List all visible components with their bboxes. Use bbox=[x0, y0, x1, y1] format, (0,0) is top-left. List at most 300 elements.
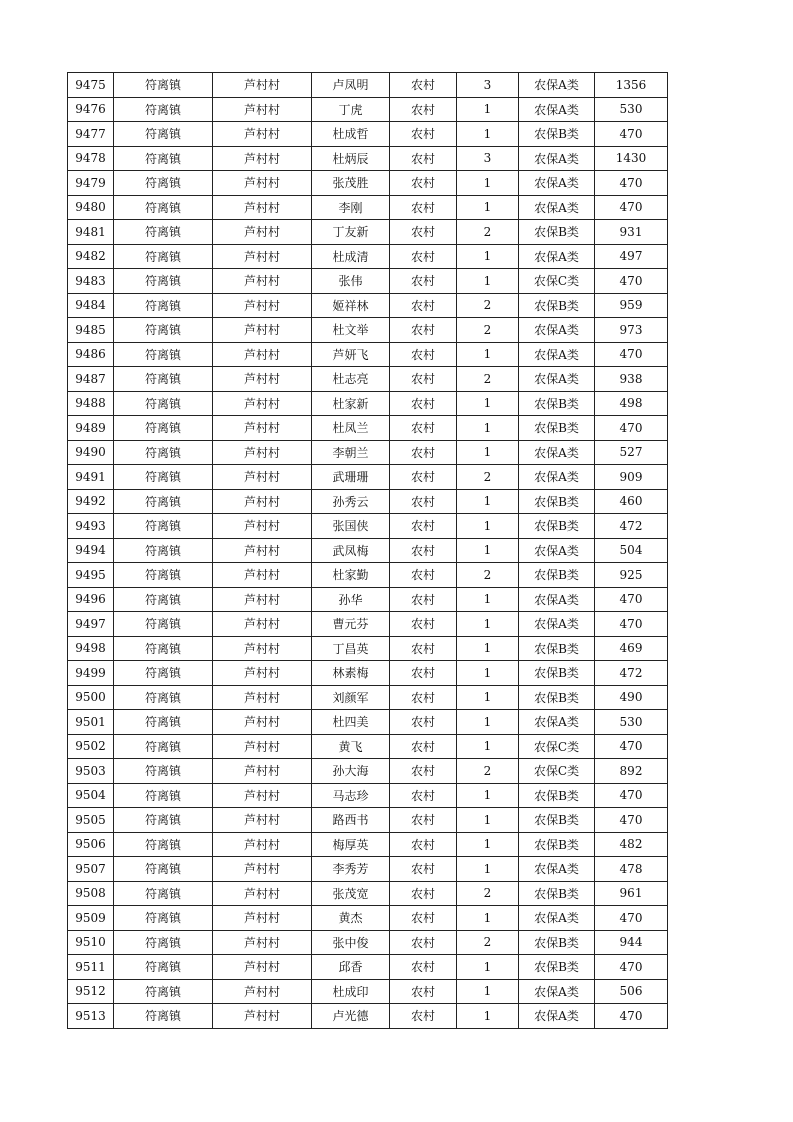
town-cell: 符离镇 bbox=[114, 440, 213, 465]
name-cell: 杜家新 bbox=[312, 391, 390, 416]
table-row bbox=[68, 832, 668, 857]
household-type-cell: 农村 bbox=[390, 342, 457, 367]
household-type-cell: 农村 bbox=[390, 636, 457, 661]
name-cell: 张茂胜 bbox=[312, 171, 390, 196]
person-count-cell: 2 bbox=[457, 318, 519, 343]
household-type-cell: 农村 bbox=[390, 612, 457, 637]
insurance-category-cell: 农保B类 bbox=[519, 122, 595, 147]
household-type-cell: 农村 bbox=[390, 783, 457, 808]
amount-cell: 959 bbox=[595, 293, 668, 318]
name-cell: 林素梅 bbox=[312, 661, 390, 686]
amount-cell: 973 bbox=[595, 318, 668, 343]
table-row bbox=[68, 906, 668, 931]
town-cell: 符离镇 bbox=[114, 73, 213, 98]
name-cell: 张国侠 bbox=[312, 514, 390, 539]
household-type-cell: 农村 bbox=[390, 269, 457, 294]
household-type-cell: 农村 bbox=[390, 563, 457, 588]
table-row bbox=[68, 930, 668, 955]
row-number: 9499 bbox=[68, 661, 114, 686]
household-type-cell: 农村 bbox=[390, 293, 457, 318]
table-row bbox=[68, 269, 668, 294]
town-cell: 符离镇 bbox=[114, 538, 213, 563]
person-count-cell: 1 bbox=[457, 685, 519, 710]
name-cell: 杜志亮 bbox=[312, 367, 390, 392]
name-cell: 杜炳辰 bbox=[312, 146, 390, 171]
household-type-cell: 农村 bbox=[390, 244, 457, 269]
person-count-cell: 2 bbox=[457, 465, 519, 490]
town-cell: 符离镇 bbox=[114, 146, 213, 171]
town-cell: 符离镇 bbox=[114, 979, 213, 1004]
household-type-cell: 农村 bbox=[390, 587, 457, 612]
person-count-cell: 1 bbox=[457, 857, 519, 882]
row-number: 9506 bbox=[68, 832, 114, 857]
row-number: 9489 bbox=[68, 416, 114, 441]
household-type-cell: 农村 bbox=[390, 538, 457, 563]
row-number: 9483 bbox=[68, 269, 114, 294]
town-cell: 符离镇 bbox=[114, 783, 213, 808]
village-cell: 芦村村 bbox=[213, 979, 312, 1004]
village-cell: 芦村村 bbox=[213, 367, 312, 392]
amount-cell: 470 bbox=[595, 783, 668, 808]
village-cell: 芦村村 bbox=[213, 465, 312, 490]
row-number: 9480 bbox=[68, 195, 114, 220]
village-cell: 芦村村 bbox=[213, 244, 312, 269]
person-count-cell: 1 bbox=[457, 955, 519, 980]
town-cell: 符离镇 bbox=[114, 710, 213, 735]
amount-cell: 909 bbox=[595, 465, 668, 490]
insurance-category-cell: 农保B类 bbox=[519, 391, 595, 416]
name-cell: 马志珍 bbox=[312, 783, 390, 808]
household-type-cell: 农村 bbox=[390, 171, 457, 196]
household-type-cell: 农村 bbox=[390, 416, 457, 441]
amount-cell: 470 bbox=[595, 734, 668, 759]
amount-cell: 1430 bbox=[595, 146, 668, 171]
person-count-cell: 1 bbox=[457, 97, 519, 122]
household-type-cell: 农村 bbox=[390, 1004, 457, 1029]
household-type-cell: 农村 bbox=[390, 955, 457, 980]
amount-cell: 925 bbox=[595, 563, 668, 588]
row-number: 9508 bbox=[68, 881, 114, 906]
amount-cell: 470 bbox=[595, 955, 668, 980]
person-count-cell: 1 bbox=[457, 195, 519, 220]
household-type-cell: 农村 bbox=[390, 440, 457, 465]
name-cell: 路西书 bbox=[312, 808, 390, 833]
insurance-category-cell: 农保A类 bbox=[519, 612, 595, 637]
village-cell: 芦村村 bbox=[213, 293, 312, 318]
person-count-cell: 1 bbox=[457, 244, 519, 269]
table-row bbox=[68, 367, 668, 392]
data-table bbox=[67, 72, 668, 1029]
name-cell: 丁昌英 bbox=[312, 636, 390, 661]
person-count-cell: 1 bbox=[457, 783, 519, 808]
amount-cell: 938 bbox=[595, 367, 668, 392]
table-body bbox=[68, 73, 668, 1029]
village-cell: 芦村村 bbox=[213, 563, 312, 588]
household-type-cell: 农村 bbox=[390, 220, 457, 245]
insurance-category-cell: 农保C类 bbox=[519, 269, 595, 294]
household-type-cell: 农村 bbox=[390, 122, 457, 147]
row-number: 9505 bbox=[68, 808, 114, 833]
name-cell: 李秀芳 bbox=[312, 857, 390, 882]
town-cell: 符离镇 bbox=[114, 391, 213, 416]
name-cell: 张中俊 bbox=[312, 930, 390, 955]
person-count-cell: 2 bbox=[457, 293, 519, 318]
row-number: 9504 bbox=[68, 783, 114, 808]
table-row bbox=[68, 979, 668, 1004]
village-cell: 芦村村 bbox=[213, 416, 312, 441]
name-cell: 张伟 bbox=[312, 269, 390, 294]
amount-cell: 497 bbox=[595, 244, 668, 269]
table-row bbox=[68, 563, 668, 588]
person-count-cell: 2 bbox=[457, 881, 519, 906]
insurance-category-cell: 农保B类 bbox=[519, 808, 595, 833]
village-cell: 芦村村 bbox=[213, 1004, 312, 1029]
person-count-cell: 1 bbox=[457, 906, 519, 931]
row-number: 9496 bbox=[68, 587, 114, 612]
table-row bbox=[68, 759, 668, 784]
town-cell: 符离镇 bbox=[114, 563, 213, 588]
household-type-cell: 农村 bbox=[390, 857, 457, 882]
village-cell: 芦村村 bbox=[213, 440, 312, 465]
name-cell: 黄飞 bbox=[312, 734, 390, 759]
row-number: 9492 bbox=[68, 489, 114, 514]
name-cell: 杜文举 bbox=[312, 318, 390, 343]
row-number: 9477 bbox=[68, 122, 114, 147]
insurance-category-cell: 农保B类 bbox=[519, 416, 595, 441]
village-cell: 芦村村 bbox=[213, 881, 312, 906]
insurance-category-cell: 农保A类 bbox=[519, 538, 595, 563]
name-cell: 邱香 bbox=[312, 955, 390, 980]
amount-cell: 944 bbox=[595, 930, 668, 955]
household-type-cell: 农村 bbox=[390, 318, 457, 343]
village-cell: 芦村村 bbox=[213, 195, 312, 220]
village-cell: 芦村村 bbox=[213, 220, 312, 245]
name-cell: 黄杰 bbox=[312, 906, 390, 931]
town-cell: 符离镇 bbox=[114, 857, 213, 882]
row-number: 9495 bbox=[68, 563, 114, 588]
amount-cell: 530 bbox=[595, 710, 668, 735]
household-type-cell: 农村 bbox=[390, 979, 457, 1004]
village-cell: 芦村村 bbox=[213, 636, 312, 661]
household-type-cell: 农村 bbox=[390, 391, 457, 416]
town-cell: 符离镇 bbox=[114, 195, 213, 220]
row-number: 9485 bbox=[68, 318, 114, 343]
name-cell: 卢凤明 bbox=[312, 73, 390, 98]
person-count-cell: 1 bbox=[457, 171, 519, 196]
town-cell: 符离镇 bbox=[114, 832, 213, 857]
insurance-category-cell: 农保A类 bbox=[519, 587, 595, 612]
insurance-category-cell: 农保B类 bbox=[519, 220, 595, 245]
insurance-category-cell: 农保A类 bbox=[519, 367, 595, 392]
amount-cell: 470 bbox=[595, 195, 668, 220]
row-number: 9497 bbox=[68, 612, 114, 637]
table-row bbox=[68, 220, 668, 245]
town-cell: 符离镇 bbox=[114, 244, 213, 269]
town-cell: 符离镇 bbox=[114, 808, 213, 833]
town-cell: 符离镇 bbox=[114, 514, 213, 539]
person-count-cell: 2 bbox=[457, 367, 519, 392]
person-count-cell: 1 bbox=[457, 342, 519, 367]
name-cell: 芦妍飞 bbox=[312, 342, 390, 367]
table-row bbox=[68, 734, 668, 759]
village-cell: 芦村村 bbox=[213, 73, 312, 98]
town-cell: 符离镇 bbox=[114, 734, 213, 759]
town-cell: 符离镇 bbox=[114, 612, 213, 637]
table-row bbox=[68, 244, 668, 269]
insurance-category-cell: 农保C类 bbox=[519, 759, 595, 784]
town-cell: 符离镇 bbox=[114, 636, 213, 661]
row-number: 9475 bbox=[68, 73, 114, 98]
amount-cell: 470 bbox=[595, 171, 668, 196]
town-cell: 符离镇 bbox=[114, 465, 213, 490]
table-row bbox=[68, 97, 668, 122]
village-cell: 芦村村 bbox=[213, 171, 312, 196]
town-cell: 符离镇 bbox=[114, 661, 213, 686]
insurance-category-cell: 农保A类 bbox=[519, 171, 595, 196]
amount-cell: 504 bbox=[595, 538, 668, 563]
name-cell: 曹元芬 bbox=[312, 612, 390, 637]
person-count-cell: 2 bbox=[457, 220, 519, 245]
person-count-cell: 1 bbox=[457, 710, 519, 735]
insurance-category-cell: 农保A类 bbox=[519, 979, 595, 1004]
insurance-category-cell: 农保B类 bbox=[519, 930, 595, 955]
person-count-cell: 1 bbox=[457, 636, 519, 661]
village-cell: 芦村村 bbox=[213, 514, 312, 539]
amount-cell: 482 bbox=[595, 832, 668, 857]
row-number: 9481 bbox=[68, 220, 114, 245]
amount-cell: 460 bbox=[595, 489, 668, 514]
household-type-cell: 农村 bbox=[390, 808, 457, 833]
person-count-cell: 1 bbox=[457, 391, 519, 416]
household-type-cell: 农村 bbox=[390, 832, 457, 857]
table-row bbox=[68, 587, 668, 612]
village-cell: 芦村村 bbox=[213, 955, 312, 980]
row-number: 9490 bbox=[68, 440, 114, 465]
amount-cell: 892 bbox=[595, 759, 668, 784]
town-cell: 符离镇 bbox=[114, 587, 213, 612]
name-cell: 杜成印 bbox=[312, 979, 390, 1004]
amount-cell: 470 bbox=[595, 1004, 668, 1029]
amount-cell: 472 bbox=[595, 514, 668, 539]
name-cell: 姬祥林 bbox=[312, 293, 390, 318]
row-number: 9488 bbox=[68, 391, 114, 416]
town-cell: 符离镇 bbox=[114, 759, 213, 784]
town-cell: 符离镇 bbox=[114, 685, 213, 710]
name-cell: 杜成哲 bbox=[312, 122, 390, 147]
village-cell: 芦村村 bbox=[213, 759, 312, 784]
table-row bbox=[68, 293, 668, 318]
insurance-category-cell: 农保B类 bbox=[519, 783, 595, 808]
person-count-cell: 1 bbox=[457, 808, 519, 833]
insurance-category-cell: 农保A类 bbox=[519, 318, 595, 343]
row-number: 9482 bbox=[68, 244, 114, 269]
town-cell: 符离镇 bbox=[114, 955, 213, 980]
table-row bbox=[68, 685, 668, 710]
town-cell: 符离镇 bbox=[114, 122, 213, 147]
village-cell: 芦村村 bbox=[213, 587, 312, 612]
village-cell: 芦村村 bbox=[213, 685, 312, 710]
amount-cell: 506 bbox=[595, 979, 668, 1004]
village-cell: 芦村村 bbox=[213, 808, 312, 833]
household-type-cell: 农村 bbox=[390, 710, 457, 735]
insurance-category-cell: 农保B类 bbox=[519, 636, 595, 661]
amount-cell: 478 bbox=[595, 857, 668, 882]
table-row bbox=[68, 538, 668, 563]
row-number: 9491 bbox=[68, 465, 114, 490]
insurance-category-cell: 农保B类 bbox=[519, 832, 595, 857]
name-cell: 杜家勤 bbox=[312, 563, 390, 588]
person-count-cell: 1 bbox=[457, 416, 519, 441]
household-type-cell: 农村 bbox=[390, 685, 457, 710]
table-row bbox=[68, 342, 668, 367]
amount-cell: 530 bbox=[595, 97, 668, 122]
table-row bbox=[68, 391, 668, 416]
name-cell: 丁虎 bbox=[312, 97, 390, 122]
insurance-category-cell: 农保B类 bbox=[519, 685, 595, 710]
town-cell: 符离镇 bbox=[114, 1004, 213, 1029]
town-cell: 符离镇 bbox=[114, 318, 213, 343]
person-count-cell: 2 bbox=[457, 759, 519, 784]
row-number: 9500 bbox=[68, 685, 114, 710]
row-number: 9476 bbox=[68, 97, 114, 122]
row-number: 9512 bbox=[68, 979, 114, 1004]
row-number: 9501 bbox=[68, 710, 114, 735]
row-number: 9507 bbox=[68, 857, 114, 882]
row-number: 9486 bbox=[68, 342, 114, 367]
amount-cell: 470 bbox=[595, 269, 668, 294]
name-cell: 孙秀云 bbox=[312, 489, 390, 514]
person-count-cell: 1 bbox=[457, 587, 519, 612]
household-type-cell: 农村 bbox=[390, 195, 457, 220]
table-row bbox=[68, 881, 668, 906]
village-cell: 芦村村 bbox=[213, 146, 312, 171]
table-row bbox=[68, 146, 668, 171]
row-number: 9484 bbox=[68, 293, 114, 318]
row-number: 9498 bbox=[68, 636, 114, 661]
name-cell: 杜成清 bbox=[312, 244, 390, 269]
name-cell: 刘颜军 bbox=[312, 685, 390, 710]
insurance-category-cell: 农保B类 bbox=[519, 881, 595, 906]
village-cell: 芦村村 bbox=[213, 661, 312, 686]
amount-cell: 931 bbox=[595, 220, 668, 245]
amount-cell: 470 bbox=[595, 587, 668, 612]
village-cell: 芦村村 bbox=[213, 269, 312, 294]
town-cell: 符离镇 bbox=[114, 171, 213, 196]
person-count-cell: 1 bbox=[457, 979, 519, 1004]
insurance-category-cell: 农保B类 bbox=[519, 293, 595, 318]
village-cell: 芦村村 bbox=[213, 930, 312, 955]
person-count-cell: 1 bbox=[457, 538, 519, 563]
table-row bbox=[68, 612, 668, 637]
name-cell: 卢光德 bbox=[312, 1004, 390, 1029]
village-cell: 芦村村 bbox=[213, 906, 312, 931]
village-cell: 芦村村 bbox=[213, 122, 312, 147]
town-cell: 符离镇 bbox=[114, 906, 213, 931]
person-count-cell: 1 bbox=[457, 612, 519, 637]
household-type-cell: 农村 bbox=[390, 489, 457, 514]
insurance-category-cell: 农保C类 bbox=[519, 734, 595, 759]
insurance-category-cell: 农保A类 bbox=[519, 906, 595, 931]
person-count-cell: 1 bbox=[457, 269, 519, 294]
table-row bbox=[68, 514, 668, 539]
person-count-cell: 1 bbox=[457, 832, 519, 857]
row-number: 9513 bbox=[68, 1004, 114, 1029]
table-row bbox=[68, 416, 668, 441]
row-number: 9479 bbox=[68, 171, 114, 196]
row-number: 9493 bbox=[68, 514, 114, 539]
insurance-category-cell: 农保A类 bbox=[519, 146, 595, 171]
person-count-cell: 1 bbox=[457, 122, 519, 147]
table-row bbox=[68, 783, 668, 808]
person-count-cell: 1 bbox=[457, 661, 519, 686]
row-number: 9510 bbox=[68, 930, 114, 955]
household-type-cell: 农村 bbox=[390, 97, 457, 122]
person-count-cell: 2 bbox=[457, 930, 519, 955]
amount-cell: 498 bbox=[595, 391, 668, 416]
household-type-cell: 农村 bbox=[390, 367, 457, 392]
insurance-category-cell: 农保A类 bbox=[519, 244, 595, 269]
amount-cell: 490 bbox=[595, 685, 668, 710]
table-row bbox=[68, 636, 668, 661]
village-cell: 芦村村 bbox=[213, 391, 312, 416]
row-number: 9487 bbox=[68, 367, 114, 392]
insurance-category-cell: 农保B类 bbox=[519, 955, 595, 980]
table-row bbox=[68, 710, 668, 735]
table-row bbox=[68, 318, 668, 343]
name-cell: 李刚 bbox=[312, 195, 390, 220]
town-cell: 符离镇 bbox=[114, 269, 213, 294]
row-number: 9503 bbox=[68, 759, 114, 784]
insurance-category-cell: 农保B类 bbox=[519, 563, 595, 588]
village-cell: 芦村村 bbox=[213, 710, 312, 735]
town-cell: 符离镇 bbox=[114, 293, 213, 318]
amount-cell: 470 bbox=[595, 122, 668, 147]
insurance-category-cell: 农保A类 bbox=[519, 195, 595, 220]
household-type-cell: 农村 bbox=[390, 930, 457, 955]
name-cell: 李朝兰 bbox=[312, 440, 390, 465]
amount-cell: 472 bbox=[595, 661, 668, 686]
amount-cell: 961 bbox=[595, 881, 668, 906]
village-cell: 芦村村 bbox=[213, 734, 312, 759]
town-cell: 符离镇 bbox=[114, 489, 213, 514]
insurance-category-cell: 农保B类 bbox=[519, 514, 595, 539]
person-count-cell: 3 bbox=[457, 146, 519, 171]
household-type-cell: 农村 bbox=[390, 906, 457, 931]
person-count-cell: 1 bbox=[457, 440, 519, 465]
row-number: 9494 bbox=[68, 538, 114, 563]
name-cell: 梅厚英 bbox=[312, 832, 390, 857]
table-row bbox=[68, 955, 668, 980]
table-row bbox=[68, 661, 668, 686]
table-row bbox=[68, 1004, 668, 1029]
household-type-cell: 农村 bbox=[390, 881, 457, 906]
household-type-cell: 农村 bbox=[390, 514, 457, 539]
village-cell: 芦村村 bbox=[213, 783, 312, 808]
amount-cell: 470 bbox=[595, 342, 668, 367]
household-type-cell: 农村 bbox=[390, 146, 457, 171]
village-cell: 芦村村 bbox=[213, 97, 312, 122]
name-cell: 孙大海 bbox=[312, 759, 390, 784]
town-cell: 符离镇 bbox=[114, 342, 213, 367]
amount-cell: 1356 bbox=[595, 73, 668, 98]
table-row bbox=[68, 440, 668, 465]
insurance-category-cell: 农保A类 bbox=[519, 73, 595, 98]
town-cell: 符离镇 bbox=[114, 220, 213, 245]
village-cell: 芦村村 bbox=[213, 489, 312, 514]
person-count-cell: 1 bbox=[457, 489, 519, 514]
insurance-category-cell: 农保B类 bbox=[519, 661, 595, 686]
insurance-category-cell: 农保A类 bbox=[519, 710, 595, 735]
